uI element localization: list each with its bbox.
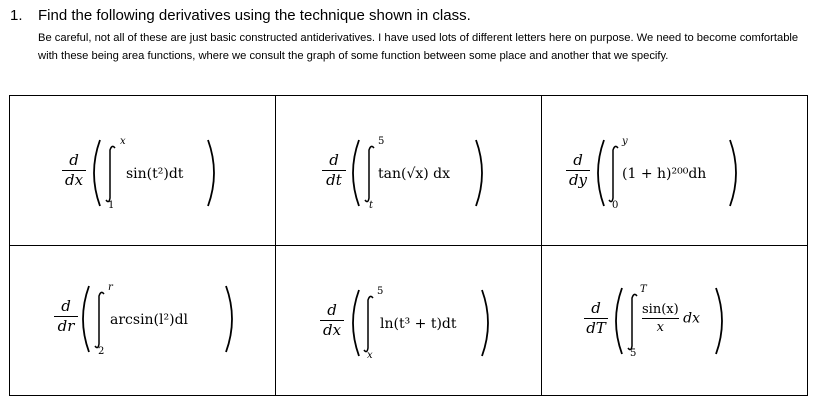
derivative-operator (584, 300, 608, 337)
derivative-expression (542, 246, 807, 395)
problem-cell-5 (276, 246, 542, 396)
lower-limit: 5 (630, 348, 637, 359)
left-paren-icon (610, 286, 624, 356)
question-note: Be careful, not all of these are just basic constructed antiderivatives. I have used lots of different letters here on purpose. We need to become comfortable with these being area functions, where we consult the graph of some function between some place and another that we specify. (38, 32, 799, 62)
upper-limit: y (622, 136, 628, 147)
lower-limit: 0 (612, 200, 619, 211)
integrand: sin(t²)dt (126, 166, 184, 182)
left-paren-icon (592, 138, 606, 208)
derivative-expression (10, 246, 275, 395)
derivative-numerator: d (591, 299, 601, 317)
derivative-numerator: d (573, 151, 583, 169)
right-paren-icon (714, 286, 728, 356)
derivative-expression (276, 96, 541, 245)
integrand-denominator: x (656, 320, 665, 335)
derivative-operator (322, 152, 346, 189)
derivative-expression (276, 246, 541, 395)
problem-cell-4 (10, 246, 276, 396)
derivative-operator (54, 298, 78, 335)
upper-limit: 5 (378, 136, 385, 147)
left-paren-icon (347, 138, 361, 208)
left-paren-icon (77, 284, 91, 354)
integral-sign-icon (104, 144, 118, 204)
integral-sign-icon (363, 144, 377, 204)
derivative-denominator: dt (326, 171, 342, 189)
derivative-operator (62, 152, 86, 189)
problem-cell-1 (10, 96, 276, 246)
problem-cell-6 (542, 246, 808, 396)
integrand-numerator: sin(x) (642, 302, 679, 317)
integral-sign-icon (93, 290, 107, 350)
integrand (642, 302, 700, 335)
upper-limit: r (108, 282, 113, 293)
integral-sign-icon (362, 294, 376, 354)
derivative-numerator: d (69, 151, 79, 169)
right-paren-icon (224, 284, 238, 354)
question-number: 1. (10, 7, 23, 24)
derivative-expression (10, 96, 275, 245)
problem-grid (9, 95, 808, 396)
problem-cell-2 (276, 96, 542, 246)
lower-limit: 2 (98, 346, 105, 357)
lower-limit: t (369, 200, 374, 211)
integral-sign-icon (626, 292, 640, 352)
upper-limit: T (640, 284, 647, 295)
lower-limit: x (367, 350, 373, 361)
right-paren-icon (728, 138, 742, 208)
left-paren-icon (347, 288, 361, 358)
lower-limit: 1 (108, 200, 115, 211)
integrand: arcsin(l²)dl (110, 312, 189, 328)
derivative-denominator: dr (57, 317, 75, 335)
question-title: Find the following derivatives using the technique shown in class. (38, 7, 471, 24)
derivative-denominator: dT (586, 319, 606, 337)
derivative-expression (542, 96, 807, 245)
derivative-numerator: d (329, 151, 339, 169)
integrand-differential: dx (683, 310, 700, 327)
derivative-denominator: dx (64, 171, 84, 189)
derivative-numerator: d (61, 297, 71, 315)
upper-limit: x (120, 136, 126, 147)
integral-sign-icon (607, 144, 621, 204)
left-paren-icon (88, 138, 102, 208)
problem-cell-3 (542, 96, 808, 246)
right-paren-icon (206, 138, 220, 208)
derivative-denominator: dx (322, 321, 342, 339)
integrand: tan(√x) dx (378, 166, 451, 182)
derivative-operator (320, 302, 344, 339)
integrand: ln(t³ + t)dt (380, 316, 457, 332)
derivative-operator (566, 152, 590, 189)
integrand: (1 + h)²⁰⁰dh (622, 166, 707, 182)
right-paren-icon (480, 288, 494, 358)
right-paren-icon (474, 138, 488, 208)
derivative-numerator: d (327, 301, 337, 319)
integrand-fraction (642, 302, 679, 335)
upper-limit: 5 (377, 286, 384, 297)
derivative-denominator: dy (568, 171, 588, 189)
